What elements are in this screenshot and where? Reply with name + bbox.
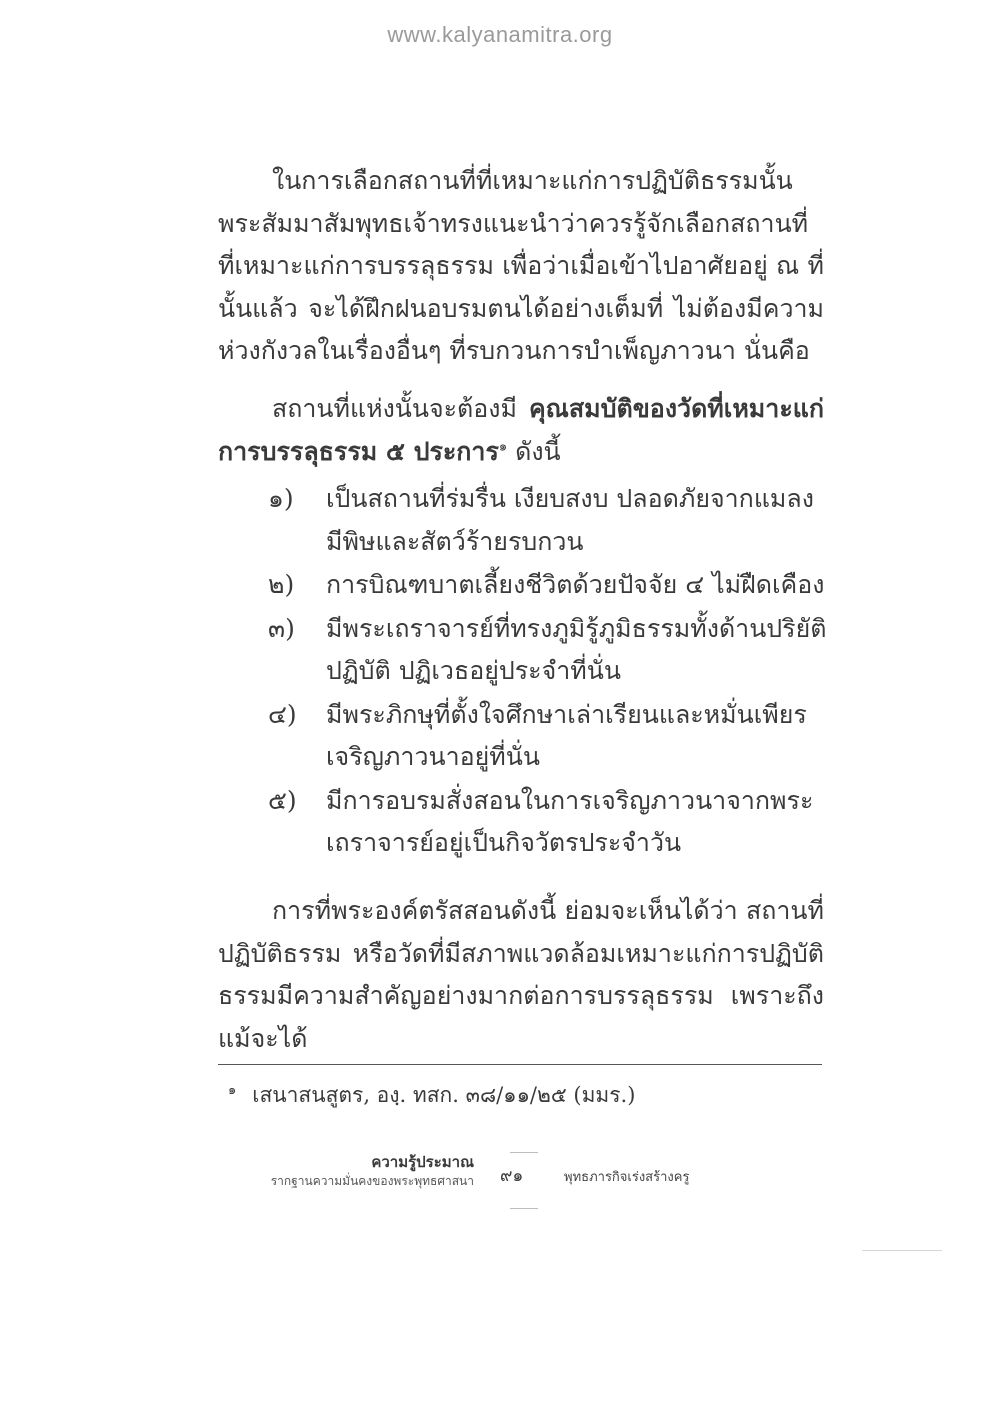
list-item <box>268 608 828 693</box>
footer-ornament <box>510 1208 538 1209</box>
footnote-number: ๑ <box>228 1083 237 1098</box>
footnote-divider <box>218 1064 822 1065</box>
list-item-number: ๑) <box>268 484 294 513</box>
footer-ornament <box>510 1152 538 1153</box>
list-item-text: มีพระภิกษุที่ตั้งใจศึกษาเล่าเรียนและหมั่นเพียรเจริญภาวนาอยู่ที่นั่น <box>326 699 807 771</box>
list-item-text: มีพระเถราจารย์ที่ทรงภูมิรู้ภูมิธรรมทั้งด้านปริยัติ ปฏิบัติ ปฏิเวธอยู่ประจำที่นั่น <box>326 613 827 685</box>
page-number: ๙๑ <box>500 1166 524 1186</box>
list-item-text: การบิณฑบาตเลี้ยงชีวิตด้วยปัจจัย ๔ ไม่ฝืดเคือง <box>326 570 825 599</box>
page-footer <box>230 1152 770 1212</box>
paragraph-qualities-tail: ดังนี้ <box>507 436 561 466</box>
paragraph-qualities-bold: คุณสมบัติของวัดที่เหมาะแก่การบรรลุธรรม ๕ ประการ <box>218 394 824 466</box>
footnote-text: เสนาสนสูตร, องฺ. ทสก. ๓๘/๑๑/๒๕ (มมร.) <box>252 1083 636 1107</box>
list-item-number: ๒) <box>268 570 295 599</box>
list-item <box>268 478 828 563</box>
list-item <box>268 780 828 865</box>
footnote <box>228 1076 818 1110</box>
list-item-number: ๕) <box>268 785 297 815</box>
footer-subtitle: รากฐานความมั่นคงของพระพุทธศาสนา <box>270 1174 474 1188</box>
qualities-list <box>268 478 828 866</box>
scan-artifact-line <box>862 1250 942 1251</box>
list-item <box>268 564 828 607</box>
list-item-number: ๓) <box>268 613 295 643</box>
footnote-reference: ๑ <box>498 439 508 455</box>
footer-series-title: พุทธภารกิจเร่งสร้างครู <box>564 1170 690 1185</box>
paragraph-qualities-lead: สถานที่แห่งนั้นจะต้องมี <box>272 394 529 423</box>
list-item <box>268 694 828 779</box>
paragraph-qualities <box>218 388 824 473</box>
watermark: www.kalyanamitra.org <box>387 22 613 47</box>
paragraph-conclusion: การที่พระองค์ตรัสสอนดังนี้ ย่อมจะเห็นได้ว่า สถานที่ปฏิบัติธรรม หรือวัดที่มีสภาพแวดล้อมเหมาะแก่การปฏิบัติธรรมมีความสำคัญอย่างมากต่อการบรรลุธรรม เพราะถึงแม้จะได้ <box>218 896 824 1053</box>
list-item-number: ๔) <box>268 699 297 729</box>
paragraph-intro: ในการเลือกสถานที่ที่เหมาะแก่การปฏิบัติธรรมนั้น พระสัมมาสัมพุทธเจ้าทรงแนะนำว่าควรรู้จักเลือกสถานที่ที่เหมาะแก่การบรรลุธรรม เพื่อว่าเมื่อเข้าไปอาศัยอยู่ ณ ที่นั้นแล้ว จะได้ฝึกฝนอบรมตนได้อย่างเต็มที่ ไม่ต้องมีความห่วงกังวลในเรื่องอื่นๆ ที่รบกวนการบำเพ็ญภาวนา นั่นคือ <box>218 166 824 365</box>
list-item-text: มีการอบรมสั่งสอนในการเจริญภาวนาจากพระเถราจารย์อยู่เป็นกิจวัตรประจำวัน <box>326 785 814 857</box>
footer-book-title <box>271 1152 474 1190</box>
footer-title: ความรู้ประมาณ <box>371 1153 474 1171</box>
list-item-text: เป็นสถานที่ร่มรื่น เงียบสงบ ปลอดภัยจากแมลงมีพิษและสัตว์ร้ายรบกวน <box>326 484 814 556</box>
